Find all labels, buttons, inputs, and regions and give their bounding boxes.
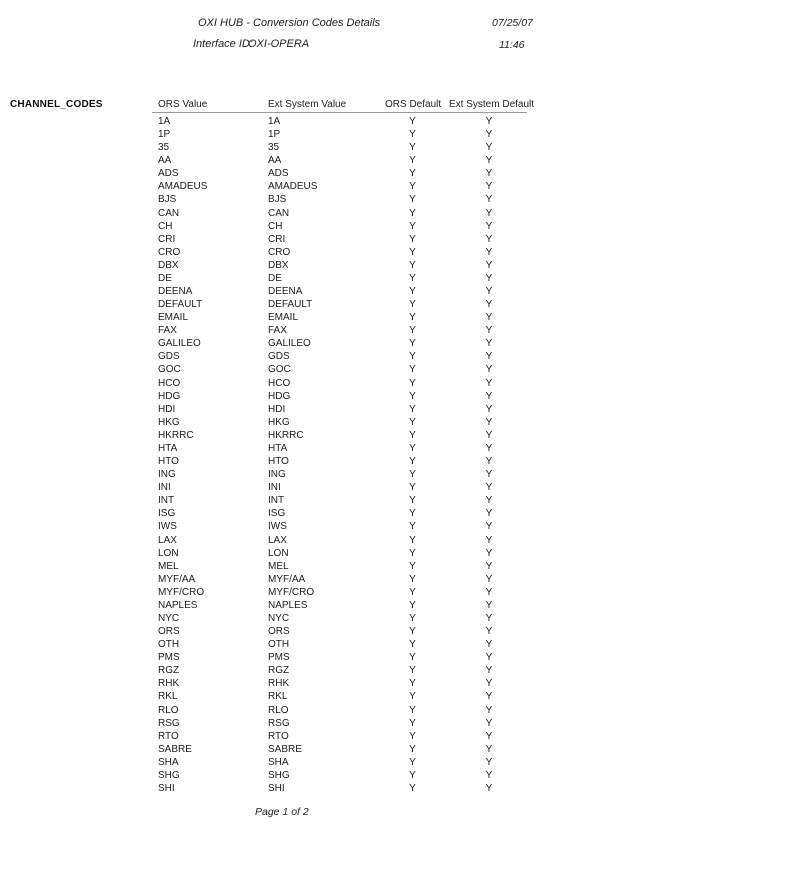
column-header-ors-default: ORS Default (385, 99, 442, 110)
ext-system-default-cell: Y (485, 456, 493, 468)
table-row (0, 494, 791, 507)
ors-default-cell: Y (409, 351, 416, 363)
table-row (0, 115, 791, 128)
ext-system-default-cell: Y (485, 442, 493, 454)
table-row (0, 272, 791, 285)
ext-system-default-cell: Y (485, 416, 493, 428)
ext-system-value-cell: LAX (268, 534, 287, 546)
ext-system-default-cell: Y (485, 534, 493, 546)
ext-system-default-cell: Y (485, 233, 493, 245)
ext-system-default-cell: Y (485, 652, 493, 664)
table-row (0, 468, 791, 481)
ext-system-value-cell: IWS (268, 521, 287, 533)
ext-system-value-cell: GALILEO (268, 338, 311, 350)
ext-system-default-cell: Y (485, 220, 493, 232)
ext-system-default-cell: Y (485, 586, 493, 598)
ors-default-cell: Y (409, 769, 416, 781)
ors-default-cell: Y (409, 364, 416, 376)
ors-default-cell: Y (409, 534, 416, 546)
table-row (0, 442, 791, 455)
ext-system-default-cell: Y (485, 482, 493, 494)
ors-default-cell: Y (409, 717, 416, 729)
ext-system-value-cell: ORS (268, 626, 290, 638)
ors-default-cell: Y (409, 168, 416, 180)
ors-value-cell: 1A (158, 116, 171, 127)
ors-value-cell: AMADEUS (158, 181, 208, 193)
ors-value-cell: ISG (158, 508, 176, 520)
ext-system-default-cell: Y (485, 599, 493, 611)
ors-default-cell: Y (409, 312, 416, 324)
table-row (0, 337, 791, 350)
ors-value-cell: 1P (158, 129, 171, 141)
ext-system-default-cell: Y (485, 717, 493, 729)
ors-default-cell: Y (409, 560, 416, 572)
ors-value-cell: HTA (158, 442, 178, 454)
ext-system-default-cell: Y (485, 129, 493, 141)
table-row (0, 350, 791, 363)
ext-system-value-cell: RTO (268, 730, 289, 742)
ors-default-cell: Y (409, 403, 416, 415)
ext-system-value-cell: SABRE (268, 743, 302, 755)
ext-system-default-cell: Y (485, 665, 493, 677)
ext-system-default-cell: Y (485, 547, 493, 559)
ors-value-cell: RGZ (158, 665, 180, 677)
ors-value-cell: NAPLES (158, 599, 198, 611)
ext-system-value-cell: NAPLES (268, 599, 308, 611)
table-row (0, 298, 791, 311)
ors-default-cell: Y (409, 194, 416, 206)
ext-system-default-cell: Y (485, 612, 493, 624)
ors-default-cell: Y (409, 429, 416, 441)
ors-value-cell: AA (158, 155, 172, 167)
ext-system-default-cell: Y (485, 626, 493, 638)
ors-default-cell: Y (409, 730, 416, 742)
conversion-codes-table-body (0, 115, 791, 795)
ext-system-default-cell: Y (485, 286, 493, 298)
ext-system-default-cell: Y (485, 325, 493, 337)
table-row (0, 246, 791, 259)
ors-default-cell: Y (409, 220, 416, 232)
ors-default-cell: Y (409, 704, 416, 716)
ext-system-value-cell: SHG (268, 769, 290, 781)
ors-value-cell: ADS (158, 168, 179, 180)
ors-default-cell: Y (409, 456, 416, 468)
ors-value-cell: GOC (158, 364, 181, 376)
ext-system-default-cell: Y (485, 469, 493, 481)
ext-system-value-cell: HDG (268, 390, 291, 402)
ors-value-cell: DBX (158, 259, 179, 271)
ext-system-value-cell: SHA (268, 756, 289, 768)
table-row (0, 730, 791, 743)
ors-default-cell: Y (409, 639, 416, 651)
ors-default-cell: Y (409, 508, 416, 520)
table-row (0, 638, 791, 651)
ors-value-cell: DEENA (158, 286, 193, 298)
ors-value-cell: CAN (158, 207, 180, 219)
ext-system-value-cell: GOC (268, 364, 291, 376)
ext-system-value-cell: HKRRC (268, 429, 304, 441)
ext-system-default-cell: Y (485, 508, 493, 520)
ors-value-cell: RHK (158, 678, 180, 690)
ext-system-default-cell: Y (485, 495, 493, 507)
table-row (0, 154, 791, 167)
table-row (0, 599, 791, 612)
ext-system-default-cell: Y (485, 377, 493, 389)
ext-system-value-cell: CRO (268, 246, 291, 258)
table-row (0, 782, 791, 795)
table-row (0, 220, 791, 233)
ext-system-value-cell: INT (268, 495, 285, 507)
table-row (0, 311, 791, 324)
table-row (0, 704, 791, 717)
ext-system-value-cell: EMAIL (268, 312, 299, 324)
ext-system-default-cell: Y (485, 639, 493, 651)
ors-default-cell: Y (409, 142, 416, 154)
column-header-ors-value: ORS Value (158, 99, 208, 110)
table-row (0, 429, 791, 442)
ors-default-cell: Y (409, 521, 416, 533)
ext-system-default-cell: Y (485, 116, 493, 127)
table-row (0, 128, 791, 141)
ors-default-cell: Y (409, 207, 416, 219)
page-number-footer: Page 1 of 2 (255, 806, 309, 818)
ext-system-default-cell: Y (485, 743, 493, 755)
ext-system-default-cell: Y (485, 259, 493, 271)
ext-system-default-cell: Y (485, 142, 493, 154)
ext-system-default-cell: Y (485, 338, 493, 350)
table-row (0, 180, 791, 193)
table-row (0, 377, 791, 390)
ors-default-cell: Y (409, 259, 416, 271)
ors-value-cell: MEL (158, 560, 179, 572)
ors-default-cell: Y (409, 691, 416, 703)
ors-default-cell: Y (409, 665, 416, 677)
ors-value-cell: HKRRC (158, 429, 194, 441)
ext-system-value-cell: 35 (268, 142, 280, 154)
table-row (0, 285, 791, 298)
interface-id-label: Interface ID: (193, 38, 253, 50)
ors-default-cell: Y (409, 155, 416, 167)
ext-system-value-cell: MEL (268, 560, 289, 572)
table-row (0, 743, 791, 756)
ors-value-cell: RSG (158, 717, 180, 729)
ors-default-cell: Y (409, 272, 416, 284)
table-row (0, 403, 791, 416)
ors-value-cell: LON (158, 547, 179, 559)
report-date: 07/25/07 (492, 17, 533, 29)
column-header-ext-system-value: Ext System Value (268, 99, 347, 110)
ors-value-cell: 35 (158, 142, 170, 154)
table-row (0, 416, 791, 429)
table-row (0, 507, 791, 520)
ors-default-cell: Y (409, 756, 416, 768)
table-row (0, 233, 791, 246)
ext-system-default-cell: Y (485, 207, 493, 219)
ors-value-cell: ING (158, 469, 176, 481)
ext-system-value-cell: DEENA (268, 286, 303, 298)
ext-system-value-cell: DBX (268, 259, 289, 271)
ors-default-cell: Y (409, 325, 416, 337)
table-row (0, 207, 791, 220)
ors-default-cell: Y (409, 678, 416, 690)
ext-system-default-cell: Y (485, 560, 493, 572)
table-row (0, 363, 791, 376)
ors-value-cell: SHI (158, 782, 175, 794)
ors-value-cell: CRI (158, 233, 176, 245)
ext-system-value-cell: ISG (268, 508, 286, 520)
table-row (0, 651, 791, 664)
ors-value-cell: SHA (158, 756, 179, 768)
ors-default-cell: Y (409, 116, 416, 127)
ors-value-cell: HCO (158, 377, 181, 389)
ext-system-value-cell: HTA (268, 442, 288, 454)
ors-default-cell: Y (409, 390, 416, 402)
ors-default-cell: Y (409, 743, 416, 755)
table-row (0, 769, 791, 782)
ext-system-value-cell: HCO (268, 377, 291, 389)
ors-value-cell: HTO (158, 456, 179, 468)
ext-system-default-cell: Y (485, 573, 493, 585)
ors-value-cell: INT (158, 495, 175, 507)
table-row (0, 324, 791, 337)
table-row (0, 690, 791, 703)
ext-system-value-cell: CAN (268, 207, 290, 219)
ors-default-cell: Y (409, 416, 416, 428)
ext-system-default-cell: Y (485, 678, 493, 690)
ext-system-default-cell: Y (485, 691, 493, 703)
table-row (0, 612, 791, 625)
ext-system-value-cell: INI (268, 482, 281, 494)
ors-value-cell: RKL (158, 691, 178, 703)
ors-value-cell: GALILEO (158, 338, 201, 350)
ext-system-default-cell: Y (485, 704, 493, 716)
ors-default-cell: Y (409, 652, 416, 664)
ext-system-default-cell: Y (485, 390, 493, 402)
ors-default-cell: Y (409, 586, 416, 598)
ext-system-default-cell: Y (485, 312, 493, 324)
ext-system-value-cell: BJS (268, 194, 287, 206)
ors-value-cell: RTO (158, 730, 179, 742)
table-row (0, 455, 791, 468)
table-row (0, 547, 791, 560)
ext-system-default-cell: Y (485, 168, 493, 180)
ors-value-cell: HKG (158, 416, 180, 428)
ext-system-value-cell: PMS (268, 652, 290, 664)
ext-system-default-cell: Y (485, 351, 493, 363)
ext-system-default-cell: Y (485, 429, 493, 441)
table-row (0, 560, 791, 573)
ors-default-cell: Y (409, 129, 416, 141)
report-title: OXI HUB - Conversion Codes Details (198, 17, 381, 29)
ors-value-cell: ORS (158, 626, 180, 638)
ext-system-value-cell: OTH (268, 639, 290, 651)
column-header-ext-system-default: Ext System Default (449, 99, 535, 110)
ext-system-value-cell: RKL (268, 691, 288, 703)
ors-default-cell: Y (409, 181, 416, 193)
ors-value-cell: CRO (158, 246, 181, 258)
ors-value-cell: LAX (158, 534, 177, 546)
ors-value-cell: PMS (158, 652, 180, 664)
table-row (0, 193, 791, 206)
header-rule (152, 112, 527, 113)
ors-default-cell: Y (409, 442, 416, 454)
ors-value-cell: HDG (158, 390, 181, 402)
ext-system-value-cell: ADS (268, 168, 289, 180)
ors-default-cell: Y (409, 233, 416, 245)
table-row (0, 756, 791, 769)
ext-system-default-cell: Y (485, 155, 493, 167)
ors-value-cell: EMAIL (158, 312, 189, 324)
ext-system-default-cell: Y (485, 769, 493, 781)
ors-value-cell: DE (158, 272, 172, 284)
ext-system-value-cell: HTO (268, 456, 289, 468)
ors-value-cell: DEFAULT (158, 299, 203, 311)
ors-default-cell: Y (409, 338, 416, 350)
table-row (0, 481, 791, 494)
table-row (0, 625, 791, 638)
ors-value-cell: NYC (158, 612, 180, 624)
ors-default-cell: Y (409, 626, 416, 638)
ors-value-cell: HDI (158, 403, 176, 415)
ext-system-value-cell: HDI (268, 403, 286, 415)
ors-value-cell: RLO (158, 704, 179, 716)
ext-system-value-cell: SHI (268, 782, 285, 794)
ext-system-default-cell: Y (485, 246, 493, 258)
ext-system-value-cell: HKG (268, 416, 290, 428)
ors-default-cell: Y (409, 599, 416, 611)
table-row (0, 573, 791, 586)
ors-value-cell: GDS (158, 351, 180, 363)
ors-value-cell: BJS (158, 194, 177, 206)
ors-value-cell: INI (158, 482, 171, 494)
ext-system-value-cell: ING (268, 469, 286, 481)
table-row (0, 534, 791, 547)
ext-system-value-cell: LON (268, 547, 289, 559)
ext-system-value-cell: RHK (268, 678, 290, 690)
interface-id-value: OXI-OPERA (248, 38, 310, 50)
ext-system-value-cell: 1P (268, 129, 281, 141)
section-label-channel-codes: CHANNEL_CODES (10, 99, 103, 110)
ors-default-cell: Y (409, 469, 416, 481)
ext-system-default-cell: Y (485, 181, 493, 193)
ors-default-cell: Y (409, 482, 416, 494)
ors-default-cell: Y (409, 246, 416, 258)
ors-value-cell: SHG (158, 769, 180, 781)
ors-default-cell: Y (409, 286, 416, 298)
ors-value-cell: SABRE (158, 743, 192, 755)
ext-system-value-cell: DEFAULT (268, 299, 313, 311)
ext-system-value-cell: 1A (268, 116, 281, 127)
ors-default-cell: Y (409, 299, 416, 311)
table-row (0, 141, 791, 154)
table-row (0, 520, 791, 533)
table-row (0, 259, 791, 272)
ext-system-value-cell: CH (268, 220, 283, 232)
ors-default-cell: Y (409, 782, 416, 794)
ors-value-cell: MYF/CRO (158, 586, 205, 598)
ors-value-cell: IWS (158, 521, 177, 533)
ext-system-value-cell: DE (268, 272, 282, 284)
report-time: 11:46 (499, 39, 525, 51)
ext-system-default-cell: Y (485, 403, 493, 415)
ext-system-value-cell: FAX (268, 325, 287, 337)
ext-system-value-cell: GDS (268, 351, 290, 363)
ors-default-cell: Y (409, 495, 416, 507)
ext-system-value-cell: CRI (268, 233, 286, 245)
ors-default-cell: Y (409, 547, 416, 559)
ext-system-default-cell: Y (485, 782, 493, 794)
ext-system-value-cell: RLO (268, 704, 289, 716)
table-row (0, 717, 791, 730)
table-row (0, 664, 791, 677)
table-row (0, 167, 791, 180)
ext-system-value-cell: MYF/CRO (268, 586, 315, 598)
table-row (0, 677, 791, 690)
ors-value-cell: CH (158, 220, 173, 232)
ext-system-default-cell: Y (485, 364, 493, 376)
ext-system-default-cell: Y (485, 756, 493, 768)
ors-default-cell: Y (409, 612, 416, 624)
ors-default-cell: Y (409, 573, 416, 585)
ors-value-cell: FAX (158, 325, 177, 337)
ext-system-default-cell: Y (485, 521, 493, 533)
ext-system-value-cell: NYC (268, 612, 290, 624)
table-row (0, 586, 791, 599)
ext-system-default-cell: Y (485, 272, 493, 284)
ors-value-cell: MYF/AA (158, 573, 196, 585)
ext-system-default-cell: Y (485, 730, 493, 742)
ext-system-value-cell: MYF/AA (268, 573, 306, 585)
ext-system-value-cell: RSG (268, 717, 290, 729)
ext-system-value-cell: AMADEUS (268, 181, 318, 193)
ext-system-default-cell: Y (485, 299, 493, 311)
ors-default-cell: Y (409, 377, 416, 389)
ext-system-value-cell: RGZ (268, 665, 290, 677)
ext-system-default-cell: Y (485, 194, 493, 206)
ext-system-value-cell: AA (268, 155, 282, 167)
ors-value-cell: OTH (158, 639, 180, 651)
table-row (0, 390, 791, 403)
